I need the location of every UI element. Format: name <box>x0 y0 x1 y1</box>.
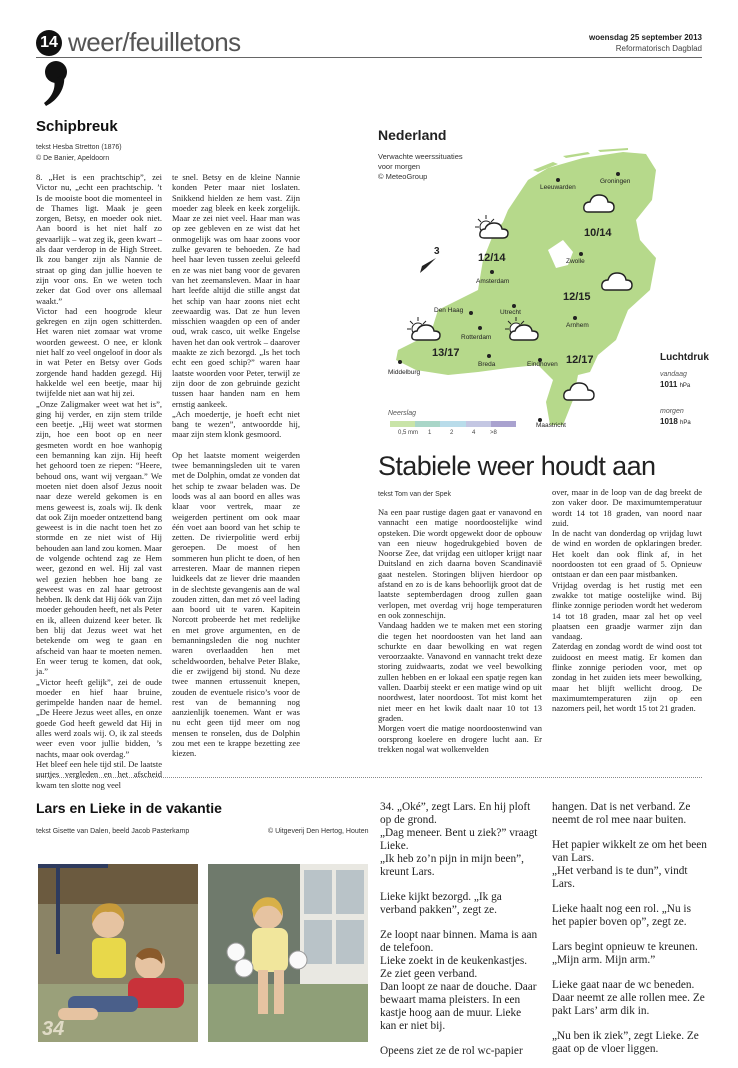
city-label: Middelburg <box>388 369 421 376</box>
city-label: Maastricht <box>536 422 566 429</box>
city-label: Zwolle <box>566 258 585 265</box>
comic-paragraph: Ze loopt naar binnen. Mama is aan de telefoon. Lieke zoekt in de keukenkastjes. Ze ziet geen verband. Dan loopt ze naar de douche. Daar bewaart mama pleisters. In een kastje hoog aan de muur. Lieke kan er niet bij. <box>380 929 538 1032</box>
serial-paragraph: te snel. Betsy en de kleine Nannie konden Peter maar niet loslaten. Snikkend hielden ze hem vast. Zijn moeder zag bleek en keek zorgelijk. Maar ze zei niet veel. Haar man was op zee gebleven en ze wist dat het onmogelijk was om haar zoons voor zulke gevaren te behoeden. Ze had heel haar leven tussen zeelui geleefd en ze was niet bang voor de gevaren van het zeemansleven. Maar in haar hart leefde altijd die stille angst dat het schip van haar zoons niet echt zeewaardig was. Dat ze hun leven misschien waagden op een of ander oud, wrak casco, uit welke Engelse haven het dan ook vertrok – daarover maakte ze zich bezorgd. „Is het toch echt een goed schip?” waren haar laatste woorden voor Peter, terwijl ze zijn door de zon gebruinde gezicht tussen haar handen nam en hem ernstig aankeek. <box>172 172 300 409</box>
comic-copyright: © Uitgeverij Den Hertog, Houten <box>268 828 369 835</box>
article-paragraph: Vandaag hadden we te maken met een storing die tegen het noordoosten van het land aan schurkte en daar bewolking en wat regen veroorzaakte. Vanavond en vannacht trekt deze storing zuidwaarts, zodat we veel bewolking zullen hebben en er lokaal een spatje regen kan vallen. Daarbij steekt er een matige wind op uit noordwest, later noordoost. Tot mist komt het niet meer en het kwik daalt naar 10 tot 13 graden. <box>378 620 542 723</box>
serial-paragraph: „Ach moedertje, je hoeft echt niet bang te wezen”, antwoordde hij, maar zijn stem klonk gesmoord. <box>172 408 300 440</box>
city-label: Den Haag <box>434 307 464 314</box>
map-subtitle-line: voor morgen <box>378 162 421 171</box>
wind-force: 3 <box>434 246 440 257</box>
map-copyright: © MeteoGroup <box>378 172 428 181</box>
article-column-1 <box>378 507 542 752</box>
legend-tick: 2 <box>450 430 454 436</box>
comic-paragraph: Opeens ziet ze de rol wc-papier <box>380 1045 523 1057</box>
comma-logo-icon <box>40 60 68 113</box>
temperature-label: 12/17 <box>566 354 594 366</box>
legend-swatch <box>491 421 516 427</box>
header-rule <box>36 57 702 58</box>
comic-column-2 <box>552 801 707 1053</box>
city-dot <box>398 360 402 364</box>
pressure-value: 1018 <box>660 417 678 426</box>
city-label: Amsterdam <box>476 278 510 285</box>
serial-paragraph: Op het laatste moment weigerden twee bemanningsleden uit te varen met de Dolphin, omdat ze vonden dat het schip te zwaar beladen was. De loods was al aan boord en alles was klaar voor vertrek, maar ze weigerden pertinent om ook maar één voet aan boord van het schip te zetten. De rivierpolitie werd erbij geroepen. De moest of hen sommeren hun plicht te doen, of hen arresteren. Maar de mannen riepen luidkeels dat ze liever drie maanden in de slechtste gevangenis aan de wal zouden zitten, dan met zó veel lading aan boord uit te varen. Kapitein Norcott probeerde het met redelijke en met grove argumenten, en de bemanningsleden die nog nuchter waren overlaadden hen met scheldwoorden, behalve Peter Blake, die er zwijgend bij stond. Nu deze twee mannen ertussenuit knepen, zouden de eventuele risico’s voor de rest van de bemanning nog aanzienlijk toenemen. Want er was nu echt geen tijd meer om nog mensen te ronselen, dus de Dolphin zou met een te krappe bezetting zee kiezen. <box>172 449 300 759</box>
pressure-unit: hPa <box>680 420 691 426</box>
serial-author: tekst Hesba Stretton (1876) <box>36 144 122 151</box>
comic-paragraph: Het papier wikkelt ze om het been van Lars. „Het verband is te dun”, vindt Lars. <box>552 839 707 890</box>
comic-paragraph: Lieke gaat naar de wc beneden. Daar neemt ze alle rollen mee. Ze pakt Lars’ arm dik in. <box>552 979 705 1017</box>
article-paragraph: Na een paar rustige dagen gaat er vanavond en vannacht een matige noordoostelijke wind opsteken. Die wordt opgewekt door de opbouw van een nieuw hogedrukgebied boven de Noorse Zee, dat vrijdag een uitloper krijgt naar Duitsland en zich daarna boven Scandinavië gaat nestelen. Storingen blijven hierdoor op afstand en zo is de kans behoorlijk groot dat de laatste septemberdagen droog zullen gaan verlopen, met overdag vrij hoge temperaturen en ook zonneschijn. <box>378 507 542 620</box>
legend-label: Neerslag <box>388 410 417 417</box>
serial-paragraph: „Victor heeft gelijk”, zei de oude moeder en hief haar bruine, gerimpelde handen naar de hemel. „De Heere Jezus weet alles, en onze goede God heeft geweld dat Hij in alles werd zoals wij. O, ik zal steeds weer even voor jullie bidden, ’s nachts, maar ook overdag.” <box>36 676 162 759</box>
city-dot <box>616 172 620 176</box>
pressure-title: Luchtdruk <box>660 352 709 363</box>
city-dot <box>478 326 482 330</box>
serial-paragraph: Victor had een hoogrode kleur gekregen en zijn ogen schitterden. Het waren niet zomaar wat vrome woorden geweest. O nee, er klonk niet half zo veel ongeloof in door als in wat Peter en Betsy over Gods zorgende hand hadden gezegd. Hij hakkelde wel een beetje, maar hij twijfelde niet aan wat hij zei. <box>36 305 162 399</box>
legend-swatch <box>415 421 440 427</box>
city-label: Breda <box>478 361 496 368</box>
serial-paragraph: 8. „Het is een prachtschip”, zei Victor nu, „echt een prachtschip. ’t Is de mooiste boot die momenteel in de Thames ligt. Maak je geen zorgen, Betsy, en moeder ook niet. Aan boord is het niet half zo gevaarlijk – wat zeg ik, geen kwart – als daar verderop in de High Street. Ik zou banger zijn als Nannie de straat op ging dan jullie hoeven te zijn voor ons. En we weten toch zeker dat God over ons allemaal waakt.” <box>36 172 162 306</box>
pressure-tomorrow-label: morgen <box>660 408 684 415</box>
serial-paragraph: Het bleef een hele tijd stil. De laatste uurtjes vergleden en het afscheid kwam ten slotte nog veel <box>36 758 162 790</box>
serial-publisher: © De Banier, Apeldoorn <box>36 155 110 162</box>
city-dot <box>579 252 583 256</box>
section-divider <box>36 777 702 779</box>
comic-panel-left <box>38 864 198 1042</box>
temperature-label: 12/15 <box>563 291 591 303</box>
page-number-badge: 14 <box>36 30 62 56</box>
legend-swatch <box>440 421 465 427</box>
sun-cloud-icon <box>406 316 442 342</box>
pressure-today-label: vandaag <box>660 371 687 378</box>
serial-paragraph: „Onze Zaligmaker weet wat het is”, ging hij verder, en zijn stem trilde een beetje. „Hij weet wat stormen zijn, hoe een boot op en neer gesmeten wordt en hoe wanhopig een bemanning kan zijn. Hij heeft het gehoord toen ze riepen: “Heere, behoud ons, want wij vergaan.” We moeten niet doen alsof Jezus nooit naar deze wereld gekomen is en mens geweest is, zoals wij. Ik denk dat ook Zijn moeder ontzettend bang geweest is in die nacht toen het zo stormde en ze niet wist of Hij behouden aan land zou komen. Maar de volgende ochtend zag ze Hem weer, gezond en wel. Hij zal vast wel gezien hebben hoe bang ze geweest was en zal haar getroost hebben. Ik denk dat Hij óók van Zijn moeder gehouden heeft, net als Peter en ik, alleen duizend keer beter. Ik ben blij dat Jezus weet wat het betekende om weg te gaan en afscheid van haar te moeten nemen. En weer terug te komen, dat ook, ja.” <box>36 398 162 677</box>
serial-column-1 <box>36 172 162 790</box>
temperature-label: 13/17 <box>432 347 460 359</box>
map-title: Nederland <box>378 127 447 143</box>
city-label: Leeuwarden <box>540 184 576 191</box>
issue-date: woensdag 25 september 2013 <box>589 33 702 42</box>
legend-swatch <box>390 421 415 427</box>
temperature-label: 10/14 <box>584 227 612 239</box>
legend-tick: 4 <box>472 430 476 436</box>
comic-column-1 <box>380 801 538 1057</box>
serial-title: Schipbreuk <box>36 118 118 135</box>
city-dot <box>487 354 491 358</box>
section-title: weer/feuilletons <box>68 27 241 57</box>
pressure-tomorrow-value <box>660 417 691 426</box>
newspaper-name: Reformatorisch Dagblad <box>615 44 702 53</box>
legend-tick: 0,5 mm <box>398 430 419 436</box>
city-label: Rotterdam <box>461 334 492 341</box>
city-dot <box>573 316 577 320</box>
serial-credit <box>36 142 122 164</box>
comic-paragraph: Lars begint opnieuw te kreunen. „Mijn arm. Mijn arm.” <box>552 941 698 966</box>
map-subtitle-line: Verwachte weerssituaties <box>378 152 463 161</box>
serial-column-2 <box>172 172 300 762</box>
wind-arrow-icon <box>418 256 438 274</box>
cloud-icon <box>600 270 634 292</box>
legend-tick: 1 <box>428 430 432 436</box>
cloud-icon <box>562 380 596 402</box>
legend-swatch <box>466 421 491 427</box>
city-label: Utrecht <box>500 309 521 316</box>
temperature-label: 12/14 <box>478 252 506 264</box>
precipitation-legend <box>390 421 516 427</box>
sun-cloud-icon <box>504 316 540 342</box>
comic-paragraph: 34. „Oké”, zegt Lars. En hij ploft op de grond. „Dag meneer. Bent u ziek?” vraagt Lieke. „Ik heb zo’n pijn in mijn been”, kreunt Lars. <box>380 801 538 878</box>
comic-credit: tekst Gisette van Dalen, beeld Jacob Pasterkamp <box>36 828 190 835</box>
article-paragraph: Zaterdag en zondag wordt de wind oost tot zuidoost en meest matig. Er komen dan flinke zonnige perioden voor, met op zondag in het zuiden iets meer bewolking, maar het blijft wellicht droog. De maximumtemperaturen zijn op een nazomers peil, het wordt 15 tot 21 graden. <box>552 641 702 714</box>
comic-paragraph: Lieke kijkt bezorgd. „Ik ga verband pakken”, zegt ze. <box>380 891 502 916</box>
article-column-2 <box>552 487 702 714</box>
city-label: Eindhoven <box>527 361 558 368</box>
comic-episode-number: 34 <box>42 1018 65 1040</box>
article-title: Stabiele weer houdt aan <box>378 451 656 481</box>
city-dot <box>556 178 560 182</box>
city-label: Arnhem <box>566 322 589 329</box>
city-label: Groningen <box>600 178 631 185</box>
comic-paragraph: hangen. Dat is net verband. Ze neemt de rol mee naar buiten. <box>552 801 691 826</box>
city-dot <box>469 311 473 315</box>
pressure-today-value <box>660 380 690 389</box>
article-paragraph: Vrijdag overdag is het rustig met een zwakke tot matige oostelijke wind. Bij flinke zonnige perioden wordt het wederom 14 tot 18 graden, maar zal het op veel plaatsen een graadje warmer zijn dan vandaag. <box>552 579 702 642</box>
sun-cloud-icon <box>474 214 510 240</box>
comic-panel-right <box>208 864 368 1042</box>
cloud-icon <box>582 192 616 214</box>
city-dot <box>490 270 494 274</box>
comic-title: Lars en Lieke in de vakantie <box>36 800 222 816</box>
comic-paragraph: Lieke haalt nog een rol. „Nu is het papier boven op”, zegt ze. <box>552 903 691 928</box>
legend-tick: >8 <box>490 430 497 436</box>
pressure-unit: hPa <box>679 383 691 389</box>
city-dot <box>512 304 516 308</box>
article-paragraph: over, maar in de loop van de dag breekt de zon vaker door. De maximumtemperatuur wordt 14 tot 18 graden, van noord naar zuid. <box>552 487 702 528</box>
comic-paragraph: „Nu ben ik ziek”, zegt Lieke. Ze gaat op de vloer liggen. <box>552 1030 699 1055</box>
pressure-value: 1011 <box>660 380 678 389</box>
article-paragraph: Morgen voert die matige noordoostenwind van oorsprong koelere en drogere lucht aan. Er trekken nogal wat wolkenvelden <box>378 723 542 754</box>
article-paragraph: In de nacht van donderdag op vrijdag luwt de wind en worden de opklaringen breder. Het koelt dan ook flink af, in het noordoosten tot een graad of 5. Opnieuw ontstaan er dan een paar mistbanken. <box>552 528 702 580</box>
article-credit: tekst Tom van der Spek <box>378 491 452 498</box>
